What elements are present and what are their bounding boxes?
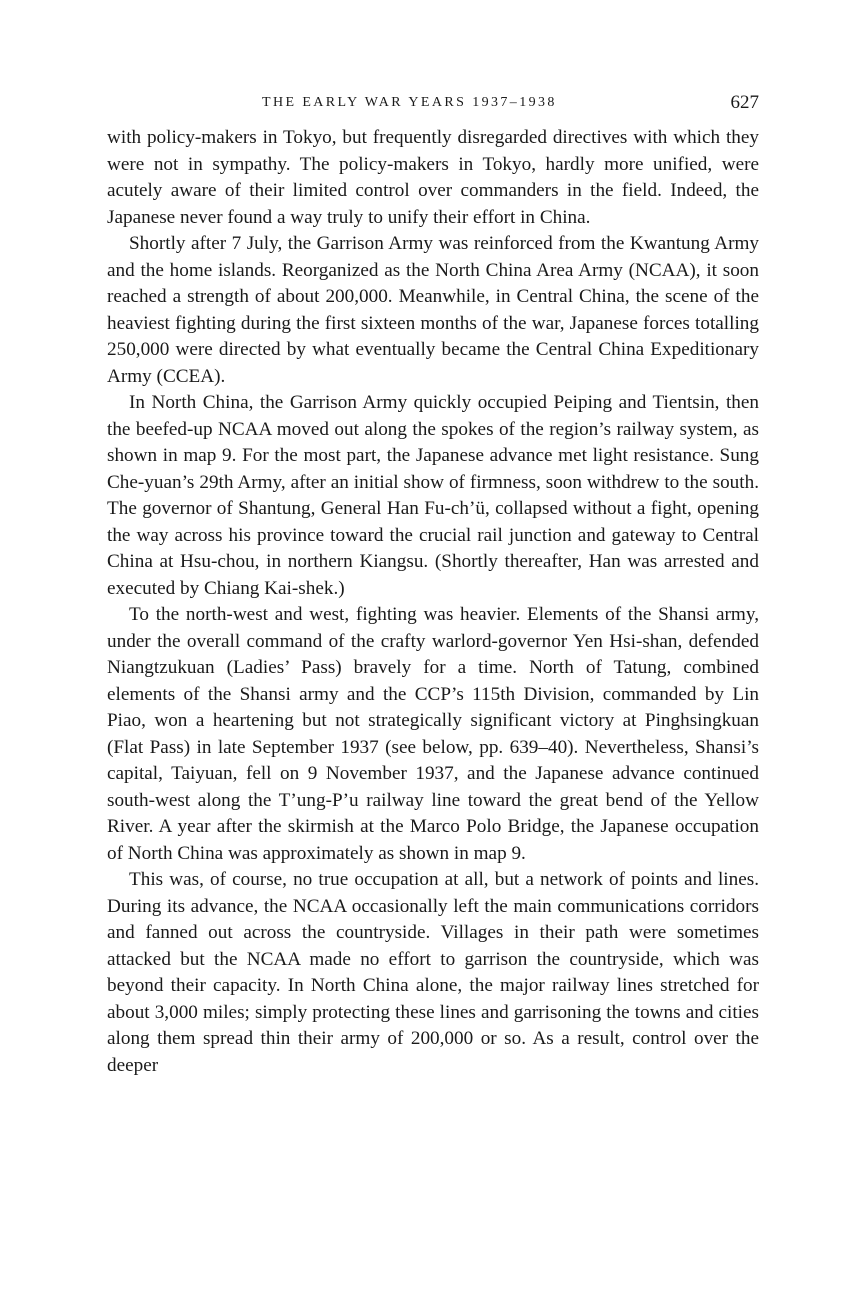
- book-page: [107, 88, 759, 1079]
- running-head: THE EARLY WAR YEARS 1937–1938: [262, 95, 557, 110]
- body-text: [107, 125, 759, 1079]
- paragraph: To the north-west and west, fighting was heavier. Elements of the Shansi army, under the overall command of the crafty warlord-governor Yen Hsi-shan, defended Niangtzukuan (Ladies’ Pass) bravely for a time. North of Tatung, combined elements of the Shansi army and the CCP’s 115th Division, commanded by Lin Piao, won a heartening but not strategically significant victory at Pinghsingkuan (Flat Pass) in late September 1937 (see below, pp. 639–40). Nevertheless, Shansi’s capital, Taiyuan, fell on 9 November 1937, and the Japanese advance continued south-west along the T’ung-P’u railway line toward the great bend of the Yellow River. A year after the skirmish at the Marco Polo Bridge, the Japanese occupation of North China was approximately as shown in map 9.: [107, 604, 759, 864]
- paragraph: In North China, the Garrison Army quickly occupied Peiping and Tientsin, then the beefed-up NCAA moved out along the spokes of the region’s railway system, as shown in map 9. For the most part, the Japanese advance met light resistance. Sung Che-yuan’s 29th Army, after an initial show of firmness, soon withdrew to the south. The governor of Shantung, General Han Fu-ch’ü, collapsed without a fight, opening the way across his province toward the crucial rail junction and gateway to Central China at Hsu-chou, in northern Kiangsu. (Shortly thereafter, Han was arrested and executed by Chiang Kai-shek.): [107, 392, 759, 599]
- page-number: 627: [730, 92, 759, 113]
- paragraph: This was, of course, no true occupation at all, but a network of points and lines. During its advance, the NCAA occasionally left the main communications corridors and fanned out across the countryside. Villages in their path were sometimes attacked but the NCAA made no effort to garrison the countryside, which was beyond their capacity. In North China alone, the major railway lines stretched for about 3,000 miles; simply protecting these lines and garrisoning the towns and cities along them spread thin their army of 200,000 or so. As a result, control over the deeper: [107, 869, 759, 1076]
- paragraph: Shortly after 7 July, the Garrison Army was reinforced from the Kwantung Army and the home islands. Reorganized as the North China Area Army (NCAA), it soon reached a strength of about 200,000. Meanwhile, in Central China, the scene of the heaviest fighting during the first sixteen months of the war, Japanese forces totalling 250,000 were directed by what eventually became the Central China Expeditionary Army (CCEA).: [107, 233, 759, 387]
- paragraph-continued: with policy-makers in Tokyo, but frequently disregarded directives with which they were not in sympathy. The policy-makers in Tokyo, hardly more unified, were acutely aware of their limited control over commanders in the field. Indeed, the Japanese never found a way truly to unify their effort in China.: [107, 127, 759, 228]
- page-header: [107, 88, 759, 118]
